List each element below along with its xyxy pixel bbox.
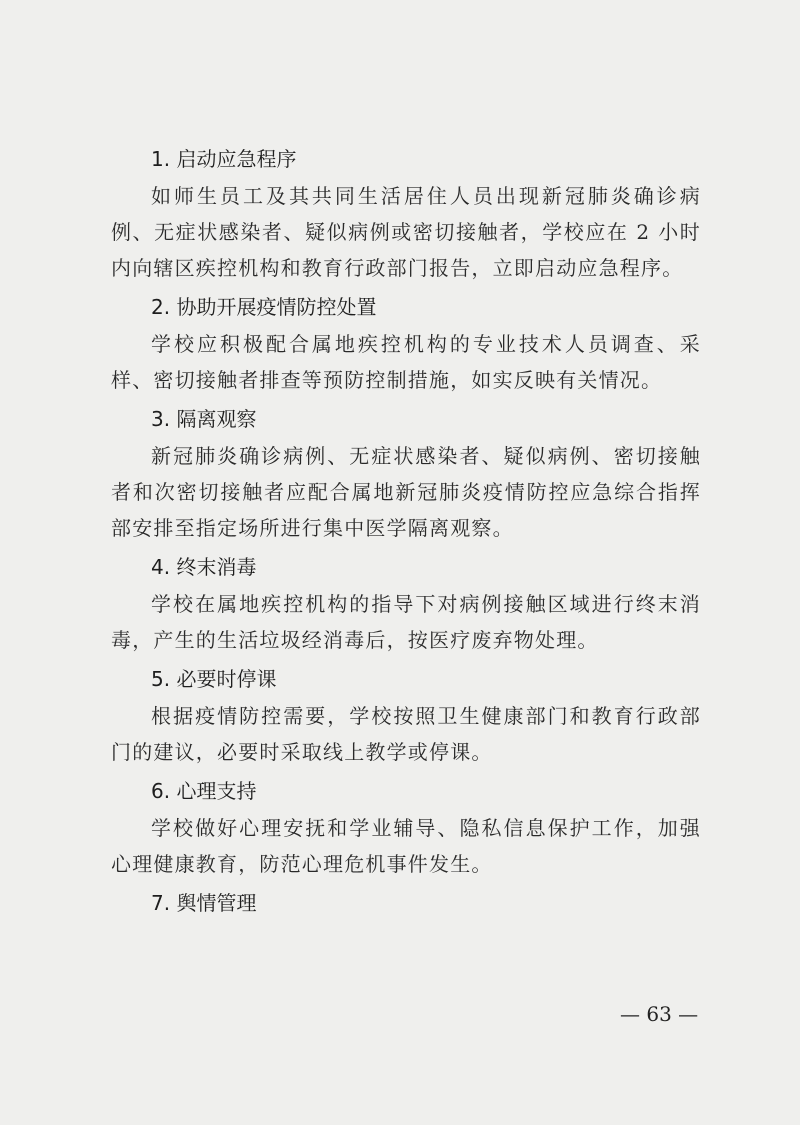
page-number: — 63 — bbox=[620, 1002, 699, 1026]
section-6-heading: 6. 心理支持 bbox=[151, 779, 257, 803]
section-3-body: 新冠肺炎确诊病例、无症状感染者、疑似病例、密切接触者和次密切接触者应配合属地新冠肺炎疫情防控应急综合指挥部安排至指定场所进行集中医学隔离观察。 bbox=[111, 444, 701, 540]
section-3-heading: 3. 隔离观察 bbox=[151, 407, 257, 431]
section-4-heading: 4. 终末消毒 bbox=[151, 555, 257, 579]
section-5-heading: 5. 必要时停课 bbox=[151, 667, 277, 691]
section-2-heading: 2. 协助开展疫情防控处置 bbox=[151, 295, 377, 319]
document-body bbox=[111, 140, 701, 922]
section-4-body: 学校在属地疾控机构的指导下对病例接触区域进行终末消毒，产生的生活垃圾经消毒后，按医疗废弃物处理。 bbox=[111, 592, 701, 652]
section-1-heading: 1. 启动应急程序 bbox=[151, 147, 297, 171]
section-6-body: 学校做好心理安抚和学业辅导、隐私信息保护工作，加强心理健康教育，防范心理危机事件发生。 bbox=[111, 816, 701, 876]
section-7-heading: 7. 舆情管理 bbox=[151, 891, 257, 915]
section-5-body: 根据疫情防控需要，学校按照卫生健康部门和教育行政部门的建议，必要时采取线上教学或停课。 bbox=[111, 704, 701, 764]
section-1-body: 如师生员工及其共同生活居住人员出现新冠肺炎确诊病例、无症状感染者、疑似病例或密切接触者，学校应在 2 小时内向辖区疾控机构和教育行政部门报告，立即启动应急程序。 bbox=[111, 184, 701, 280]
section-2-body: 学校应积极配合属地疾控机构的专业技术人员调查、采样、密切接触者排查等预防控制措施，如实反映有关情况。 bbox=[111, 332, 701, 392]
